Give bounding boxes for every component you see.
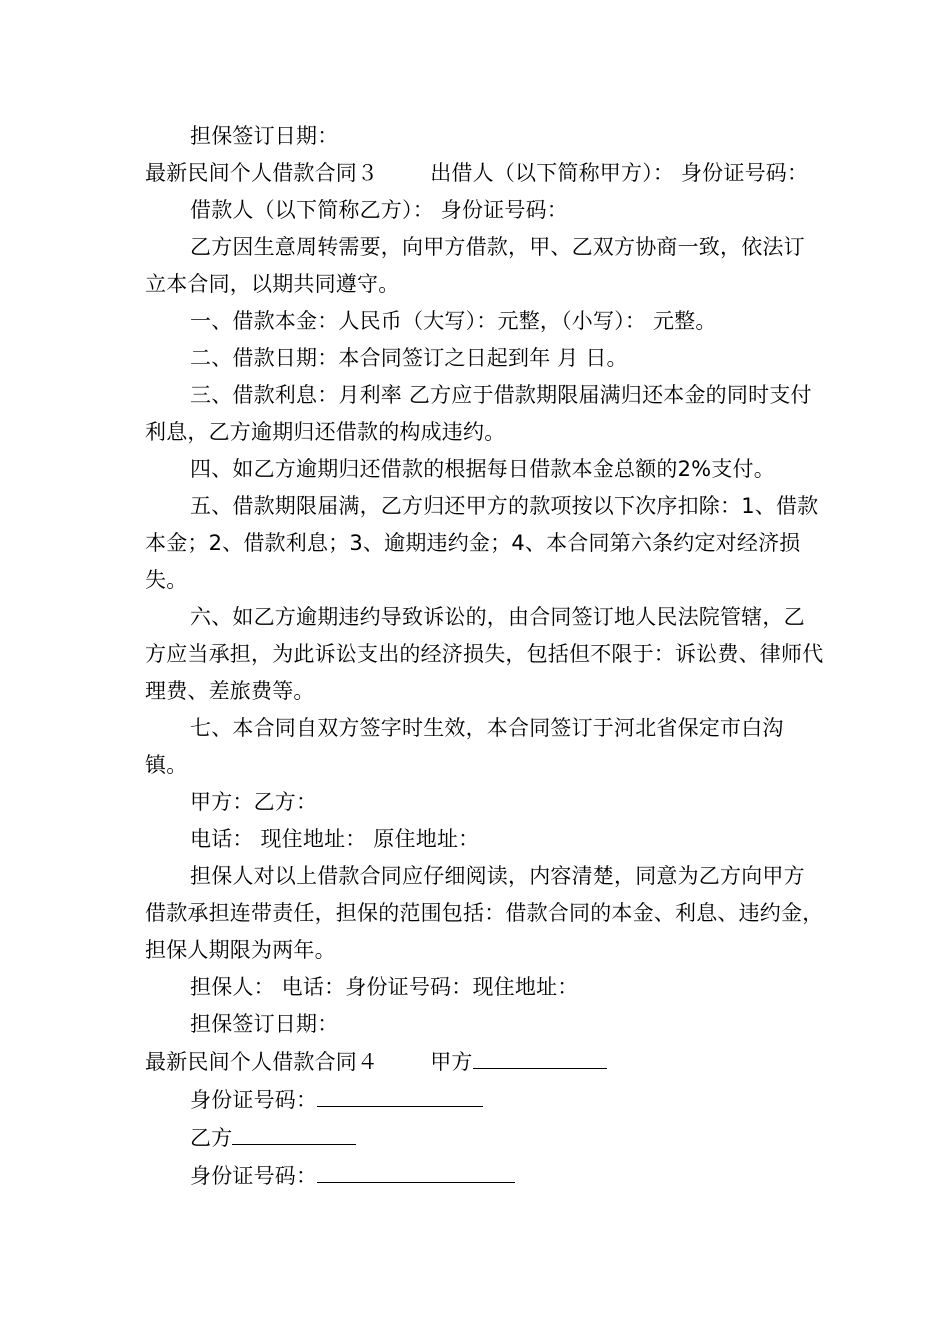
contract-3-title: 最新民间个人借款合同３: [145, 161, 379, 185]
party-b-id-label: 身份证号码：: [190, 1164, 318, 1188]
document-body: [145, 118, 825, 1195]
guarantee-date-label-2: 担保签订日期：: [190, 1012, 339, 1036]
clause-loan-date: 二、借款日期：本合同签订之日起到年 月 日。: [190, 346, 628, 370]
party-b-id-blank: [317, 1157, 515, 1183]
contact-line: 电话： 现住地址： 原住地址：: [190, 827, 480, 851]
clause-repayment-order: 五、借款期限届满，乙方归还甲方的款项按以下次序扣除：1、借款本金；2、借款利息；3、逾期违约金；4、本合同第六条约定对经济损失。: [145, 494, 819, 592]
parties-signature-line: 甲方：乙方：: [190, 790, 318, 814]
clause-interest: 三、借款利息：月利率 乙方应于借款期限届满归还本金的同时支付利息，乙方逾期归还借款的构成违约。: [145, 383, 812, 444]
clause-principal: 一、借款本金：人民币（大写）：元整，（小写）： 元整。: [190, 309, 717, 333]
party-a-id-line: [145, 1081, 825, 1119]
party-a-label: 甲方: [430, 1050, 473, 1074]
party-b-id-line: [145, 1157, 825, 1195]
clause-effective: 七、本合同自双方签字时生效，本合同签订于河北省保定市白沟镇。: [145, 716, 784, 777]
clause-overdue: 四、如乙方逾期归还借款的根据每日借款本金总额的2%支付。: [190, 457, 775, 481]
contract-4-title: 最新民间个人借款合同４: [145, 1050, 379, 1074]
party-b-line: [145, 1119, 825, 1157]
party-a-id-label: 身份证号码：: [190, 1088, 318, 1112]
contract-3-header-line: [145, 155, 825, 192]
party-b-label: 乙方: [190, 1126, 233, 1150]
guarantor-statement: 担保人对以上借款合同应仔细阅读，内容清楚，同意为乙方向甲方借款承担连带责任，担保的范围包括：借款合同的本金、利息、违约金，担保人期限为两年。: [145, 864, 824, 962]
guarantor-info-line: 担保人： 电话：身份证号码：现住地址：: [190, 975, 579, 999]
party-a-id-blank: [317, 1081, 483, 1107]
party-a-blank: [473, 1043, 607, 1069]
lender-line: 出借人（以下简称甲方）： 身份证号码：: [430, 161, 809, 185]
contract-4-header-line: [145, 1043, 825, 1081]
guarantee-date-label: 担保签订日期：: [190, 124, 339, 148]
clause-litigation: 六、如乙方逾期违约导致诉讼的，由合同签订地人民法院管辖，乙方应当承担，为此诉讼支出的经济损失，包括但不限于：诉讼费、律师代理费、差旅费等。: [145, 605, 824, 703]
preamble-paragraph: 乙方因生意周转需要，向甲方借款，甲、乙双方协商一致，依法订立本合同，以期共同遵守。: [145, 235, 805, 296]
borrower-line: 借款人（以下简称乙方）： 身份证号码：: [190, 198, 568, 222]
party-b-blank: [232, 1119, 356, 1145]
